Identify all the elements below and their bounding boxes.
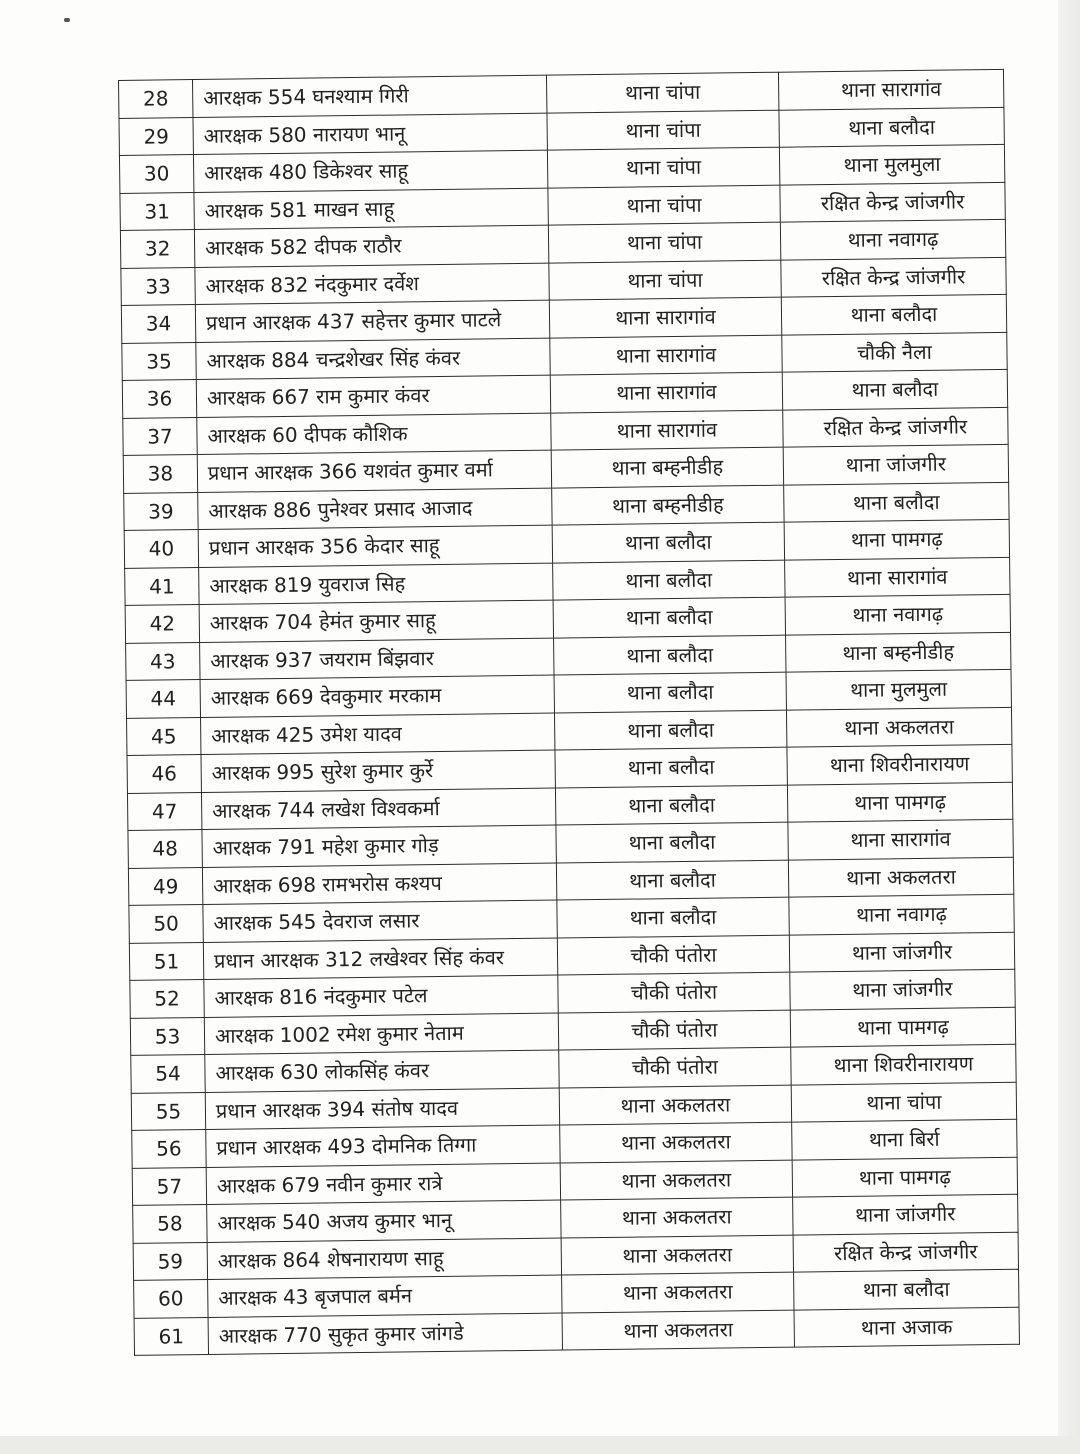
serial-number-cell: 58 [133, 1204, 207, 1242]
to-posting-cell: रक्षित केन्द्र जांजगीर [793, 1232, 1018, 1272]
serial-number-cell: 54 [131, 1054, 205, 1092]
to-posting-cell: थाना पामगढ़ [790, 1007, 1015, 1047]
to-posting-cell: थाना बलौदा [794, 1269, 1019, 1309]
bottom-margin-strip [0, 1436, 1080, 1454]
serial-number-cell: 43 [126, 642, 200, 680]
from-posting-cell: थाना बलौदा [555, 785, 787, 825]
employee-name-cell: आरक्षक 679 नवीन कुमार रात्रे [206, 1163, 560, 1205]
to-posting-cell: चौकी नैला [782, 332, 1007, 372]
to-posting-cell: थाना बलौदा [782, 369, 1007, 409]
serial-number-cell: 41 [125, 567, 199, 605]
serial-number-cell: 56 [132, 1129, 206, 1167]
to-posting-cell: थाना चांपा [791, 1082, 1016, 1122]
to-posting-cell: थाना नवागढ़ [785, 594, 1010, 634]
from-posting-cell: थाना सारागांव [551, 410, 783, 450]
employee-name-cell: आरक्षक 480 डिकेश्वर साहू [193, 150, 547, 192]
serial-number-cell: 32 [120, 230, 194, 268]
serial-number-cell: 40 [124, 530, 198, 568]
to-posting-cell: थाना सारागांव [788, 819, 1013, 859]
from-posting-cell: थाना अकलतरा [561, 1235, 793, 1275]
employee-name-cell: प्रधान आरक्षक 394 संतोष यादव [205, 1088, 559, 1130]
employee-name-cell: आरक्षक 540 अजय कुमार भानू [207, 1200, 561, 1242]
from-posting-cell: थाना सारागांव [549, 297, 781, 337]
to-posting-cell: थाना जांजगीर [793, 1194, 1018, 1234]
employee-name-cell: आरक्षक 704 हेमंत कुमार साहू [199, 600, 553, 642]
transfer-table [118, 69, 1020, 1356]
employee-name-cell: आरक्षक 791 महेश कुमार गोड़ [202, 825, 556, 867]
serial-number-cell: 38 [123, 455, 197, 493]
serial-number-cell: 28 [119, 80, 193, 118]
employee-name-cell: आरक्षक 995 सुरेश कुमार कुर्रे [201, 750, 555, 792]
transfer-table-body [119, 69, 1020, 1355]
serial-number-cell: 29 [119, 117, 193, 155]
serial-number-cell: 47 [127, 792, 201, 830]
from-posting-cell: चौकी पंतोरा [558, 1010, 790, 1050]
to-posting-cell: थाना पामगढ़ [784, 519, 1009, 559]
employee-name-cell: प्रधान आरक्षक 437 सहेत्तर कुमार पाटले [195, 300, 549, 342]
from-posting-cell: चौकी पंतोरा [558, 972, 790, 1012]
employee-name-cell: आरक्षक 832 नंदकुमार दर्वेश [195, 263, 549, 305]
serial-number-cell: 31 [120, 192, 194, 230]
employee-name-cell: आरक्षक 545 देवराज लसार [203, 900, 557, 942]
to-posting-cell: थाना सारागांव [778, 69, 1003, 109]
employee-name-cell: आरक्षक 667 राम कुमार कंवर [196, 375, 550, 417]
employee-name-cell: आरक्षक 816 नंदकुमार पटेल [204, 975, 558, 1017]
serial-number-cell: 60 [134, 1279, 208, 1317]
employee-name-cell: आरक्षक 744 लखेश विश्वकर्मा [201, 788, 555, 830]
serial-number-cell: 55 [131, 1092, 205, 1130]
from-posting-cell: थाना अकलतरा [560, 1160, 792, 1200]
from-posting-cell: थाना अकलतरा [560, 1122, 792, 1162]
employee-name-cell: आरक्षक 770 सुकृत कुमार जांगडे [208, 1313, 562, 1355]
serial-number-cell: 39 [124, 492, 198, 530]
employee-name-cell: आरक्षक 669 देवकुमार मरकाम [200, 675, 554, 717]
employee-name-cell: आरक्षक 886 पुनेश्वर प्रसाद आजाद [198, 488, 552, 530]
to-posting-cell: थाना पामगढ़ [792, 1157, 1017, 1197]
serial-number-cell: 50 [129, 904, 203, 942]
employee-name-cell: आरक्षक 582 दीपक राठौर [194, 225, 548, 267]
employee-name-cell: आरक्षक 554 घनश्याम गिरी [193, 75, 547, 117]
to-posting-cell: थाना बम्हनीडीह [786, 632, 1011, 672]
from-posting-cell: थाना बलौदा [554, 710, 786, 750]
from-posting-cell: थाना चांपा [549, 260, 781, 300]
from-posting-cell: थाना अकलतरा [561, 1197, 793, 1237]
serial-number-cell: 46 [127, 755, 201, 793]
from-posting-cell: थाना अकलतरा [559, 1085, 791, 1125]
to-posting-cell: थाना मुलमुला [779, 144, 1004, 184]
from-posting-cell: थाना बलौदा [557, 897, 789, 937]
to-posting-cell: थाना अकलतरा [788, 857, 1013, 897]
to-posting-cell: थाना बलौदा [784, 482, 1009, 522]
transfer-list-sheet [118, 69, 1019, 1392]
serial-number-cell: 34 [121, 305, 195, 343]
from-posting-cell: थाना चांपा [547, 110, 779, 150]
to-posting-cell: रक्षित केन्द्र जांजगीर [783, 407, 1008, 447]
from-posting-cell: थाना चांपा [548, 185, 780, 225]
employee-name-cell: आरक्षक 698 रामभरोस कश्यप [202, 863, 556, 905]
serial-number-cell: 44 [126, 680, 200, 718]
from-posting-cell: थाना चांपा [547, 147, 779, 187]
serial-number-cell: 57 [132, 1167, 206, 1205]
employee-name-cell: आरक्षक 580 नारायण भानू [193, 113, 547, 155]
to-posting-cell: थाना शिवरीनारायण [791, 1044, 1016, 1084]
employee-name-cell: आरक्षक 43 बृजपाल बर्मन [208, 1275, 562, 1317]
serial-number-cell: 59 [133, 1242, 207, 1280]
to-posting-cell: थाना मुलमुला [786, 669, 1011, 709]
from-posting-cell: थाना चांपा [546, 72, 778, 112]
employee-name-cell: आरक्षक 864 शेषनारायण साहू [207, 1238, 561, 1280]
employee-name-cell: आरक्षक 581 माखन साहू [194, 188, 548, 230]
to-posting-cell: थाना शिवरीनारायण [787, 744, 1012, 784]
serial-number-cell: 33 [121, 267, 195, 305]
to-posting-cell: थाना अकलतरा [786, 707, 1011, 747]
from-posting-cell: थाना सारागांव [550, 372, 782, 412]
to-posting-cell: थाना बिर्रा [792, 1119, 1017, 1159]
to-posting-cell: रक्षित केन्द्र जांजगीर [780, 182, 1005, 222]
employee-name-cell: प्रधान आरक्षक 312 लखेश्वर सिंह कंवर [203, 938, 557, 980]
from-posting-cell: थाना बलौदा [555, 747, 787, 787]
to-posting-cell: थाना जांजगीर [783, 444, 1008, 484]
from-posting-cell: थाना बलौदा [552, 522, 784, 562]
from-posting-cell: थाना बलौदा [556, 860, 788, 900]
employee-name-cell: प्रधान आरक्षक 493 दोमनिक तिग्गा [206, 1125, 560, 1167]
to-posting-cell: थाना नवागढ़ [789, 894, 1014, 934]
employee-name-cell: आरक्षक 630 लोकसिंह कंवर [205, 1050, 559, 1092]
to-posting-cell: थाना अजाक [794, 1307, 1019, 1347]
employee-name-cell: आरक्षक 937 जयराम बिंझवार [200, 638, 554, 680]
employee-name-cell: आरक्षक 819 युवराज सिह [199, 563, 553, 605]
from-posting-cell: थाना बलौदा [553, 560, 785, 600]
page-edge-shadow [1058, 0, 1080, 1454]
from-posting-cell: थाना बलौदा [554, 672, 786, 712]
serial-number-cell: 48 [128, 830, 202, 868]
serial-number-cell: 49 [128, 867, 202, 905]
serial-number-cell: 30 [119, 155, 193, 193]
from-posting-cell: थाना सारागांव [550, 335, 782, 375]
to-posting-cell: थाना सारागांव [785, 557, 1010, 597]
from-posting-cell: थाना चांपा [548, 222, 780, 262]
employee-name-cell: आरक्षक 1002 रमेश कुमार नेताम [204, 1013, 558, 1055]
employee-name-cell: आरक्षक 884 चन्द्रशेखर सिंह कंवर [196, 338, 550, 380]
speck-mark [64, 18, 70, 22]
to-posting-cell: थाना बलौदा [781, 294, 1006, 334]
to-posting-cell: थाना जांजगीर [790, 969, 1015, 1009]
from-posting-cell: चौकी पंतोरा [559, 1047, 791, 1087]
from-posting-cell: थाना अकलतरा [562, 1310, 794, 1350]
from-posting-cell: थाना बम्हनीडीह [551, 447, 783, 487]
from-posting-cell: थाना अकलतरा [562, 1272, 794, 1312]
from-posting-cell: थाना बलौदा [553, 597, 785, 637]
employee-name-cell: आरक्षक 425 उमेश यादव [201, 713, 555, 755]
serial-number-cell: 61 [134, 1317, 208, 1355]
employee-name-cell: आरक्षक 60 दीपक कौशिक [197, 413, 551, 455]
serial-number-cell: 51 [129, 942, 203, 980]
from-posting-cell: थाना बलौदा [554, 635, 786, 675]
serial-number-cell: 45 [127, 717, 201, 755]
employee-name-cell: प्रधान आरक्षक 356 केदार साहू [198, 525, 552, 567]
employee-name-cell: प्रधान आरक्षक 366 यशवंत कुमार वर्मा [197, 450, 551, 492]
from-posting-cell: चौकी पंतोरा [557, 935, 789, 975]
to-posting-cell: थाना बलौदा [779, 107, 1004, 147]
serial-number-cell: 53 [130, 1017, 204, 1055]
serial-number-cell: 42 [125, 605, 199, 643]
from-posting-cell: थाना बम्हनीडीह [552, 485, 784, 525]
serial-number-cell: 52 [130, 979, 204, 1017]
to-posting-cell: रक्षित केन्द्र जांजगीर [781, 257, 1006, 297]
to-posting-cell: थाना पामगढ़ [787, 782, 1012, 822]
to-posting-cell: थाना जांजगीर [789, 932, 1014, 972]
to-posting-cell: थाना नवागढ़ [780, 219, 1005, 259]
serial-number-cell: 37 [123, 417, 197, 455]
serial-number-cell: 35 [122, 342, 196, 380]
serial-number-cell: 36 [122, 380, 196, 418]
from-posting-cell: थाना बलौदा [556, 822, 788, 862]
